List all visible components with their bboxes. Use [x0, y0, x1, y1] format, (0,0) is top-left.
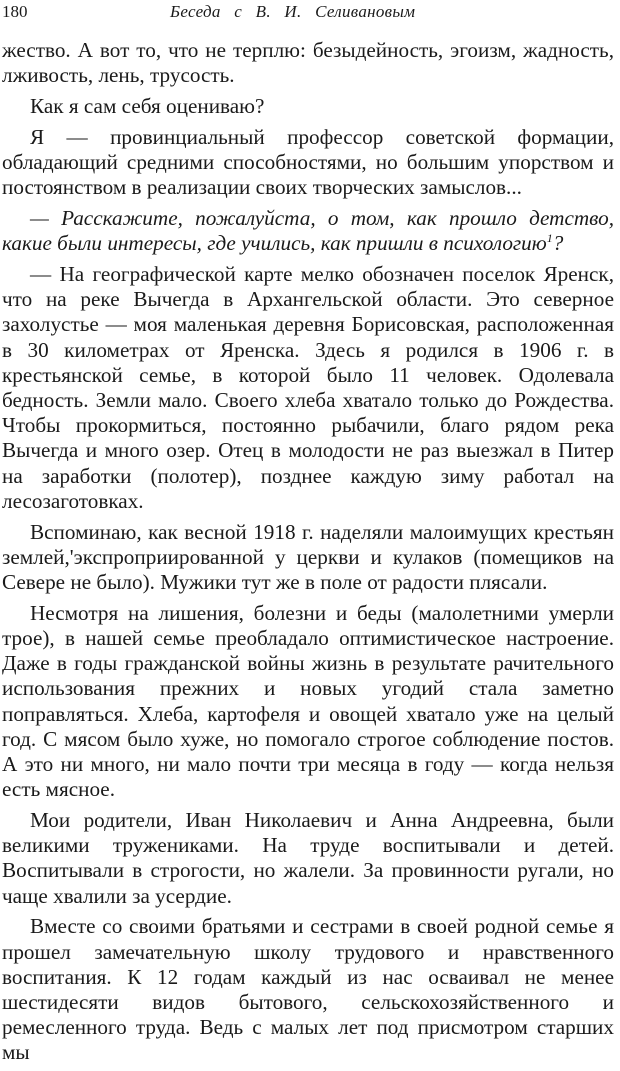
page-number: 180 — [2, 2, 28, 21]
paragraph: — На географической карте мелко обозначен поселок Яренск, что на реке Вычегда в Архангельской области. Это северное захолустье — моя маленькая деревня Борисовская, расположенная в 30 километрах от Яренска. Здесь я родился в 1906 г. в крестьянской семье, в которой было 11 человек. Одолевала бедность. Земли мало. Своего хлеба хватало только до Рождества. Чтобы прокормиться, постоянно рыбачили, благо рядом река Вычегда и много озер. Отец в молодости не раз выезжал в Питер на заработки (полотер), позднее каждую зиму работал на лесозаготовках. — [2, 262, 614, 513]
paragraph: Я — провинциальный профессор советской формации, обладающий средними способностями, но большим упорством и постоянством в реализации своих творческих замыслов... — [2, 124, 614, 200]
paragraph: Вспоминаю, как весной 1918 г. наделяли малоимущих крестьян землей,'экспроприированной у церкви и кулаков (помещиков на Севере не было). Мужики тут же в поле от радости плясали. — [2, 519, 614, 595]
body-text — [2, 38, 614, 1071]
question-tail: ? — [552, 231, 564, 256]
footnote-marker: 1 — [546, 231, 553, 246]
running-head: Беседа с В. И. Селивановым — [170, 2, 416, 21]
paragraph: жество. А вот то, что не терплю: безыдейность, эгоизм, жадность, лживость, лень, трусость. — [2, 38, 614, 88]
paragraph: Несмотря на лишения, болезни и беды (малолетними умерли трое), в нашей семье преобладало оптимистическое настроение. Даже в годы гражданской войны жизнь в результате рачительного использования прежних и новых угодий стала заметно поправляться. Хлеба, картофеля и овощей хватало уже на целый год. С мясом было хуже, но помогало строгое соблюдение постов. А это ни много, ни мало почти три месяца в году — когда нельзя есть мясное. — [2, 600, 614, 802]
interview-question — [2, 206, 614, 256]
paragraph: Как я сам себя оцениваю? — [30, 94, 265, 118]
paragraph: Мои родители, Иван Николаевич и Анна Андреевна, были великими тружениками. На труде воспитывали и детей. Воспитывали в строгости, но жалели. За провинности ругали, но чаще хвалили за усердие. — [2, 808, 614, 908]
question-text: — Расскажите, пожалуйста, о том, как прошло детство, какие были интересы, где учились, как пришли в психологию — [2, 206, 614, 256]
paragraph: Вместе со своими братьями и сестрами в своей родной семье я прошел замечательную школу трудового и нравственного воспитания. К 12 годам каждый из нас осваивал не менее шестидесяти видов бытового, сельскохозяйственного и ремесленного труда. Ведь с малых лет под присмотром старших мы — [2, 914, 614, 1065]
page-header — [0, 0, 620, 24]
